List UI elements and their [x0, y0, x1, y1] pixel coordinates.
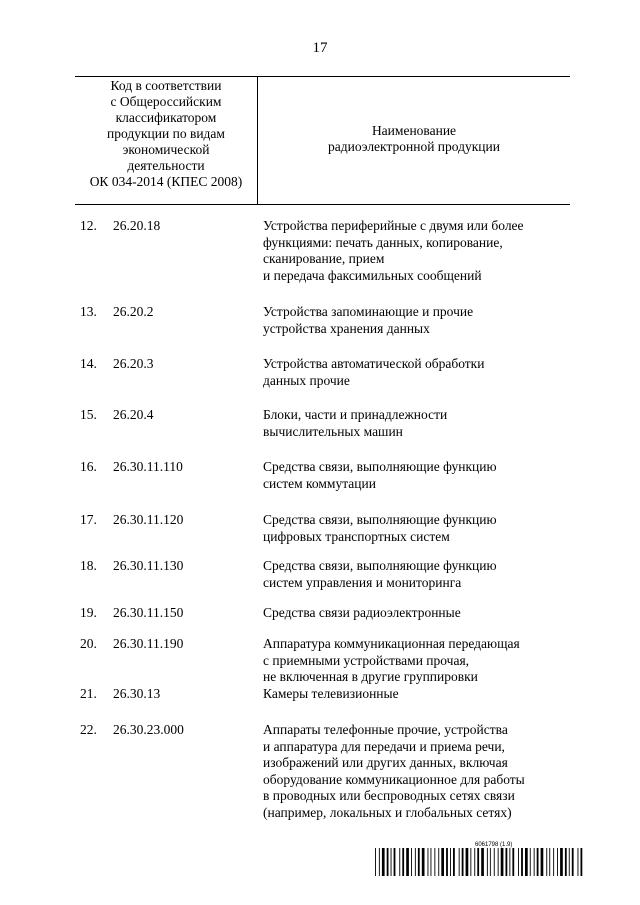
row-number: 15.	[80, 407, 97, 422]
row-number: 13.	[80, 304, 97, 319]
row-name: Устройства запоминающие и прочие устройства хранения данных	[263, 304, 474, 336]
row-name: Аппараты телефонные прочие, устройства и аппаратура для передачи и приема речи, изображений или других данных, включая оборудование коммуникационное для работы в проводных или беспроводных сетях связи (например, локальных и глобальных сетях)	[263, 722, 525, 820]
document-code: 6061798 (1.9)	[475, 842, 513, 848]
row-number: 14.	[80, 356, 97, 371]
row-name: Камеры телевизионные	[263, 686, 399, 701]
row-code: 26.30.11.130	[113, 558, 184, 573]
row-code: 26.30.11.110	[113, 459, 183, 474]
row-code: 26.30.13	[113, 686, 161, 701]
row-number: 21.	[80, 686, 97, 701]
row-name: Блоки, части и принадлежности вычислительных машин	[263, 407, 448, 439]
row-name: Средства связи радиоэлектронные	[263, 605, 461, 620]
header-code-column: Код в соответствии с Общероссийским классификатором продукции по видам экономической деятельности ОК 034-2014 (КПЕС 2008)	[89, 78, 243, 189]
row-code: 26.20.4	[113, 407, 154, 422]
row-name: Устройства периферийные с двумя или более функциями: печать данных, копирование, сканирование, прием и передача факсимильных сообщений	[263, 218, 524, 283]
row-code: 26.30.23.000	[113, 722, 184, 737]
row-code: 26.30.11.120	[113, 512, 184, 527]
row-code: 26.30.11.150	[113, 605, 184, 620]
row-code: 26.20.3	[113, 356, 154, 371]
row-name: Средства связи, выполняющие функцию цифровых транспортных систем	[263, 512, 497, 544]
row-code: 26.20.18	[113, 218, 161, 233]
row-name: Аппаратура коммуникационная передающая с приемными устройствами прочая, не включенная в другие группировки	[263, 636, 520, 684]
row-number: 20.	[80, 636, 97, 651]
row-number: 12.	[80, 218, 97, 233]
row-code: 26.30.11.190	[113, 636, 184, 651]
row-name: Средства связи, выполняющие функцию систем коммутации	[263, 459, 497, 491]
row-name: Средства связи, выполняющие функцию систем управления и мониторинга	[263, 558, 497, 590]
row-number: 17.	[80, 512, 97, 527]
row-code: 26.20.2	[113, 304, 154, 319]
page-number: 17	[312, 40, 328, 56]
row-number: 18.	[80, 558, 97, 573]
row-number: 19.	[80, 605, 97, 620]
table-header	[75, 76, 570, 205]
row-number: 16.	[80, 459, 97, 474]
barcode	[375, 848, 585, 876]
header-name-column: Наименование радиоэлектронной продукции	[328, 123, 500, 154]
row-name: Устройства автоматической обработки данных прочие	[263, 356, 485, 388]
row-number: 22.	[80, 722, 97, 737]
